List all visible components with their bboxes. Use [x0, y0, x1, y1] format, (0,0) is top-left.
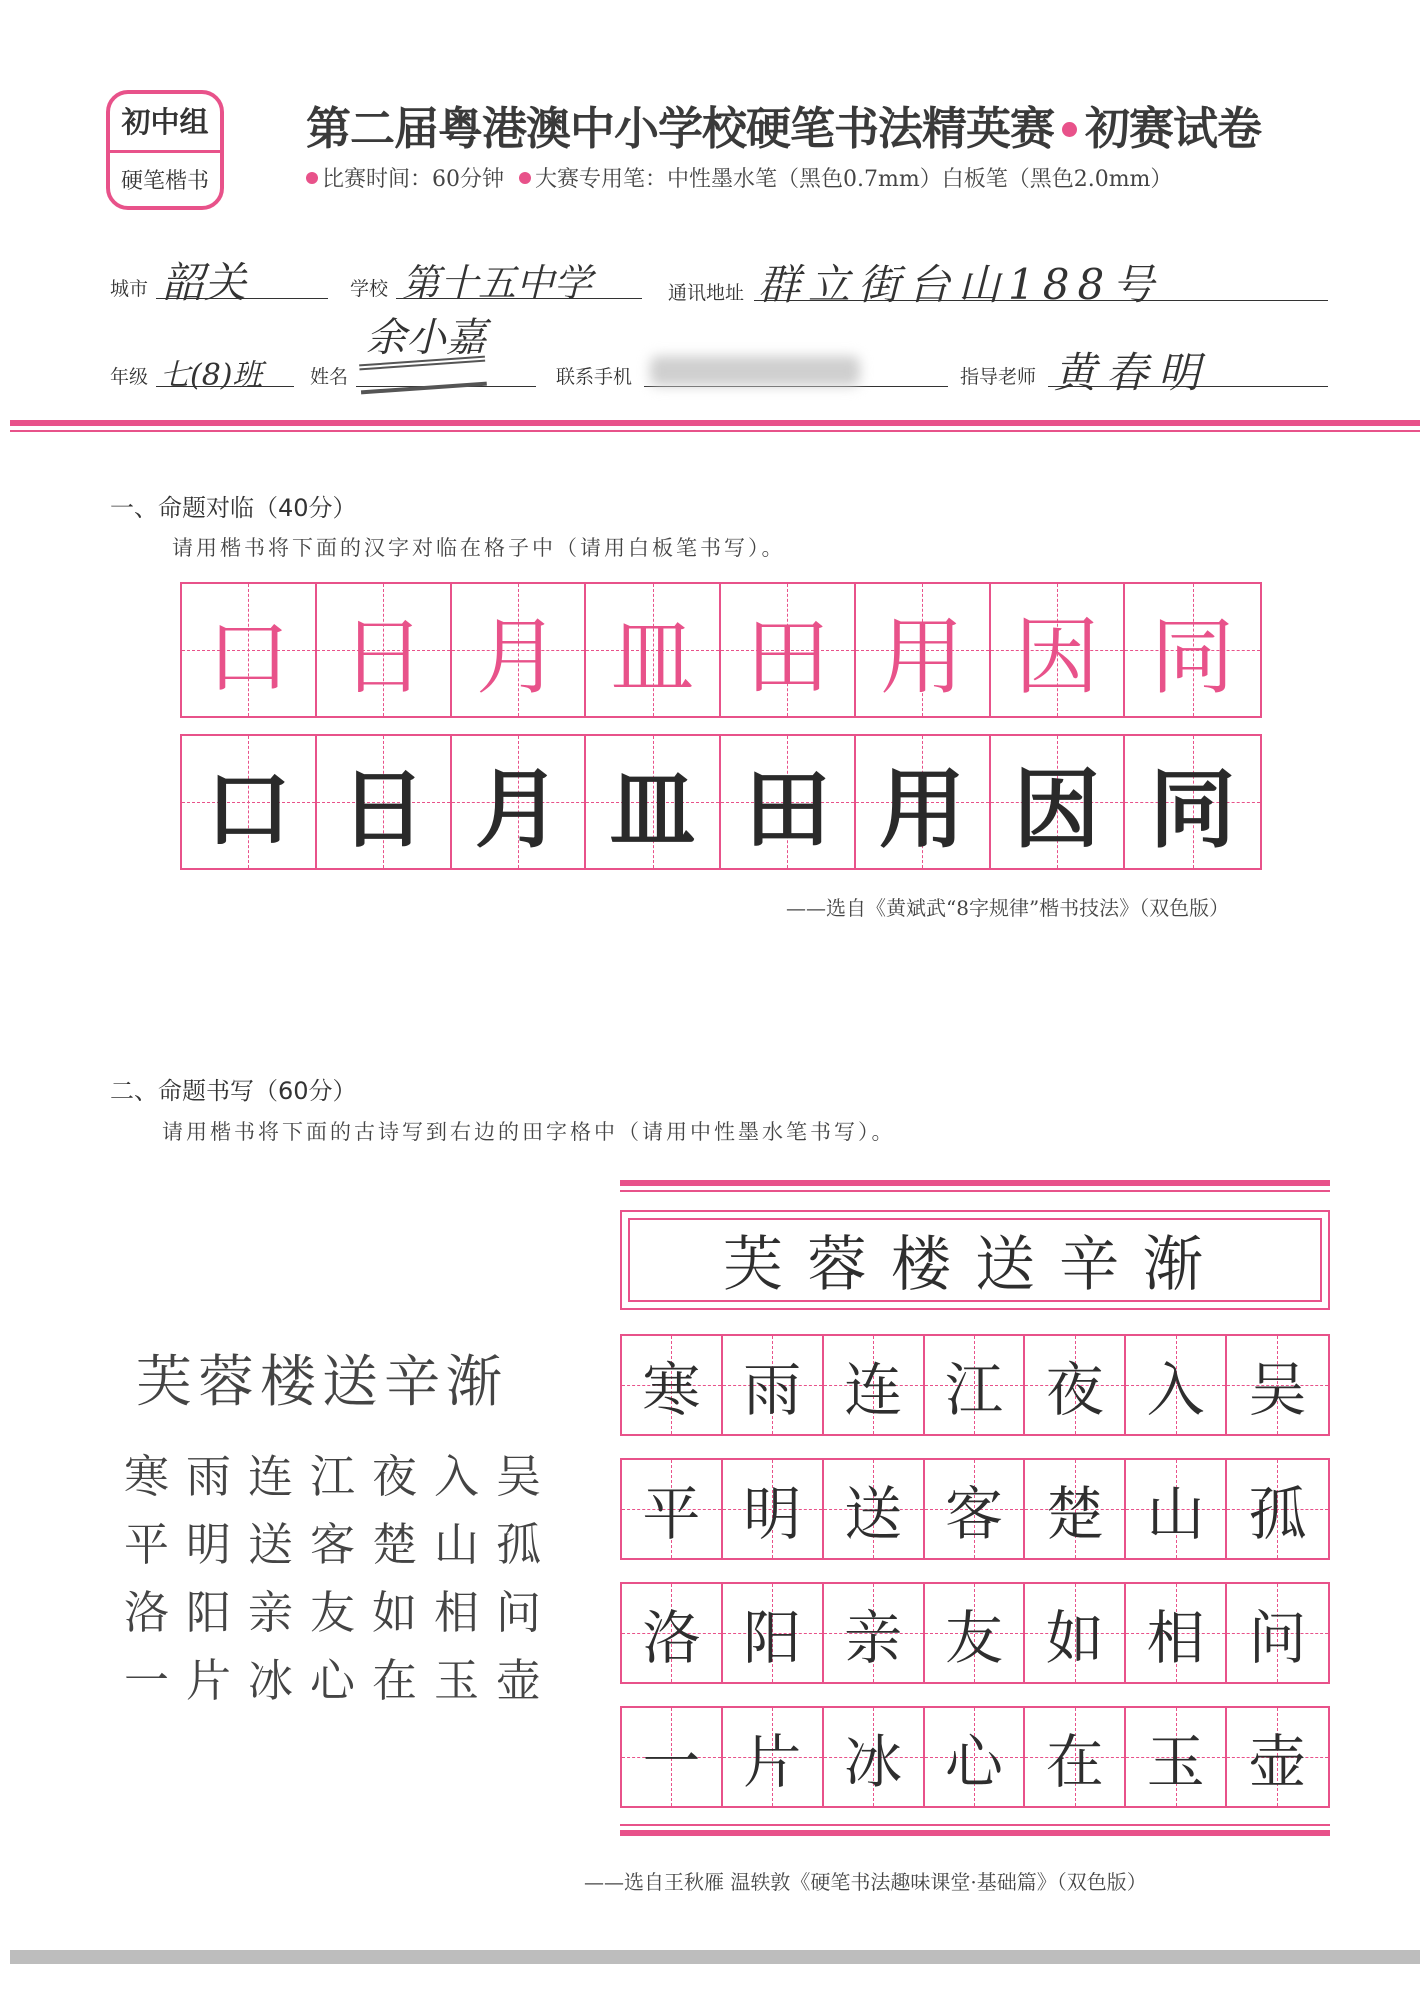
grid-cell	[452, 736, 587, 868]
grid-character: 同	[1150, 607, 1235, 706]
grade-value[interactable]: 七(8)班	[160, 358, 263, 393]
grid-character: 相	[1146, 1604, 1205, 1672]
grid-character: 口	[205, 760, 292, 860]
grid-cell	[723, 1708, 824, 1806]
grid-cell	[991, 736, 1126, 868]
name-label: 姓名	[310, 366, 349, 388]
grid-cell	[856, 584, 991, 716]
writing-area-bottom-border-thin	[620, 1824, 1330, 1826]
grid-cell	[824, 1336, 925, 1434]
address-value[interactable]: 群立街台山188号	[758, 260, 1163, 309]
grid-character: 片	[743, 1728, 802, 1796]
phone-field-line	[644, 386, 948, 387]
grid-character: 亲	[844, 1604, 903, 1672]
writing-area-top-border-thin	[620, 1190, 1330, 1192]
grid-character: 友	[944, 1604, 1003, 1672]
section2-credit: ——选自王秋雁 温轶敦《硬笔书法趣味课堂·基础篇》（双色版）	[584, 1870, 1147, 1894]
grid-cell	[1126, 1460, 1227, 1558]
grid-cell	[925, 1460, 1026, 1558]
grid-cell	[1227, 1336, 1328, 1434]
grid-character: 寒	[642, 1356, 701, 1424]
poem-grid-row	[620, 1458, 1330, 1560]
grid-character: 日	[341, 607, 426, 706]
grid-character: 洛	[642, 1604, 701, 1672]
grid-character: 山	[1146, 1480, 1205, 1548]
grid-cell	[991, 584, 1126, 716]
phone-redacted	[650, 356, 860, 386]
phone-label: 联系手机	[556, 366, 633, 388]
grid-cell	[1227, 1460, 1328, 1558]
exam-pens: 大赛专用笔：中性墨水笔（黑色0.7mm）白板笔（黑色2.0mm）	[535, 167, 1173, 192]
written-poem-title: 芙蓉楼送辛渐	[723, 1230, 1227, 1300]
grid-character: 口	[206, 607, 291, 706]
grid-character: 连	[844, 1356, 903, 1424]
grid-character: 因	[1014, 607, 1099, 706]
grid-character: 日	[340, 760, 427, 860]
grid-character: 田	[744, 760, 831, 860]
grid-cell	[824, 1708, 925, 1806]
grid-character: 雨	[743, 1356, 802, 1424]
grid-cell	[1227, 1584, 1328, 1682]
grid-character: 皿	[609, 760, 696, 860]
grid-cell	[856, 736, 991, 868]
grid-character: 送	[844, 1480, 903, 1548]
grid-character: 平	[642, 1480, 701, 1548]
grid-character: 月	[475, 607, 560, 706]
city-value[interactable]: 韶关	[162, 258, 247, 307]
grid-character: 如	[1045, 1604, 1104, 1672]
section1-heading: 一、命题对临（40分）	[110, 494, 357, 522]
school-label: 学校	[350, 278, 389, 300]
teacher-value[interactable]: 黄春明	[1054, 348, 1211, 397]
section1-instruction: 请用楷书将下面的汉字对临在格子中（请用白板笔书写）。	[172, 536, 786, 560]
grid-cell	[1025, 1336, 1126, 1434]
section2-heading: 二、命题书写（60分）	[110, 1077, 357, 1105]
city-label: 城市	[110, 278, 149, 300]
bullet-dot-icon	[1062, 122, 1077, 137]
grid-character: 用	[879, 760, 966, 860]
bullet-dot-icon	[519, 172, 531, 184]
grid-character: 因	[1013, 760, 1100, 860]
grid-character: 同	[1149, 760, 1236, 860]
title-tail: 初赛试卷	[1085, 102, 1262, 155]
grid-cell	[824, 1460, 925, 1558]
group-badge	[106, 90, 224, 210]
exam-info	[306, 162, 1172, 193]
grid-character: 心	[944, 1728, 1003, 1796]
teacher-label: 指导老师	[960, 366, 1037, 388]
footer-bar	[10, 1950, 1420, 1964]
poem-line: 洛阳亲友如相问	[124, 1586, 559, 1639]
grid-character: 江	[944, 1356, 1003, 1424]
grid-character: 玉	[1146, 1728, 1205, 1796]
badge-style-label: 硬笔楷书	[120, 169, 209, 194]
grid-cell	[1126, 1708, 1227, 1806]
grid-cell	[586, 736, 721, 868]
grid-cell	[723, 1460, 824, 1558]
header-separator-thin	[10, 430, 1420, 432]
grid-cell	[622, 1584, 723, 1682]
grid-cell	[1126, 1584, 1227, 1682]
grid-cell	[622, 1708, 723, 1806]
poem-title-box	[620, 1210, 1330, 1310]
poem-title: 芙蓉楼送辛渐	[136, 1350, 508, 1415]
grid-character: 明	[743, 1480, 802, 1548]
grid-cell	[317, 584, 452, 716]
grid-character: 一	[642, 1728, 701, 1796]
grid-character: 壶	[1248, 1728, 1307, 1796]
grid-cell	[452, 584, 587, 716]
grid-cell	[824, 1584, 925, 1682]
school-value[interactable]: 第十五中学	[402, 261, 593, 305]
grid-cell	[721, 584, 856, 716]
grid-cell	[1227, 1708, 1328, 1806]
name-value[interactable]: 余小嘉	[366, 315, 486, 361]
grid-cell	[925, 1708, 1026, 1806]
grid-cell	[721, 736, 856, 868]
grid-cell	[182, 584, 317, 716]
grid-cell	[1125, 584, 1260, 716]
grid-character: 客	[944, 1480, 1003, 1548]
poem-line: 平明送客楚山孤	[124, 1518, 559, 1571]
header-separator	[10, 420, 1420, 426]
grid-cell	[1025, 1708, 1126, 1806]
poem-line: 寒雨连江夜入吴	[124, 1450, 559, 1503]
grid-cell	[1025, 1460, 1126, 1558]
written-char-row	[180, 734, 1262, 870]
grid-cell	[622, 1336, 723, 1434]
grid-cell	[925, 1336, 1026, 1434]
grid-character: 用	[880, 607, 965, 706]
section2-instruction: 请用楷书将下面的古诗写到右边的田字格中（请用中性墨水笔书写）。	[162, 1120, 896, 1144]
grid-character: 在	[1045, 1728, 1104, 1796]
grid-character: 入	[1146, 1356, 1205, 1424]
bullet-dot-icon	[306, 172, 318, 184]
address-label: 通讯地址	[668, 282, 745, 304]
poem-line: 一片冰心在玉壶	[124, 1654, 559, 1707]
badge-group-label: 初中组	[110, 94, 220, 153]
title-main: 第二届粤港澳中小学校硬笔书法精英赛	[306, 102, 1055, 155]
grid-cell	[1025, 1584, 1126, 1682]
grid-character: 月	[474, 760, 561, 860]
exam-time: 比赛时间：60分钟	[322, 167, 504, 192]
grid-character: 吴	[1248, 1356, 1307, 1424]
model-char-row	[180, 582, 1262, 718]
grid-character: 冰	[844, 1728, 903, 1796]
grid-cell	[1125, 736, 1260, 868]
grid-cell	[723, 1584, 824, 1682]
grade-label: 年级	[110, 366, 149, 388]
grid-cell	[317, 736, 452, 868]
grid-character: 阳	[743, 1604, 802, 1672]
poem-grid-row	[620, 1582, 1330, 1684]
grid-character: 孤	[1248, 1480, 1307, 1548]
grid-character: 楚	[1045, 1480, 1104, 1548]
grid-character: 夜	[1045, 1356, 1104, 1424]
poem-grid-row	[620, 1334, 1330, 1436]
grid-character: 皿	[610, 607, 695, 706]
writing-area-bottom-border	[620, 1830, 1330, 1836]
grid-cell	[586, 584, 721, 716]
grid-cell	[1126, 1336, 1227, 1434]
section1-credit: ——选自《黄斌武“8字规律”楷书技法》（双色版）	[786, 896, 1230, 920]
page-title	[306, 92, 1261, 157]
grid-character: 田	[745, 607, 830, 706]
poem-grid-row	[620, 1706, 1330, 1808]
grid-cell	[925, 1584, 1026, 1682]
grid-character: 问	[1248, 1604, 1307, 1672]
grid-cell	[723, 1336, 824, 1434]
grid-cell	[622, 1460, 723, 1558]
writing-area-top-border	[620, 1180, 1330, 1186]
grid-cell	[182, 736, 317, 868]
